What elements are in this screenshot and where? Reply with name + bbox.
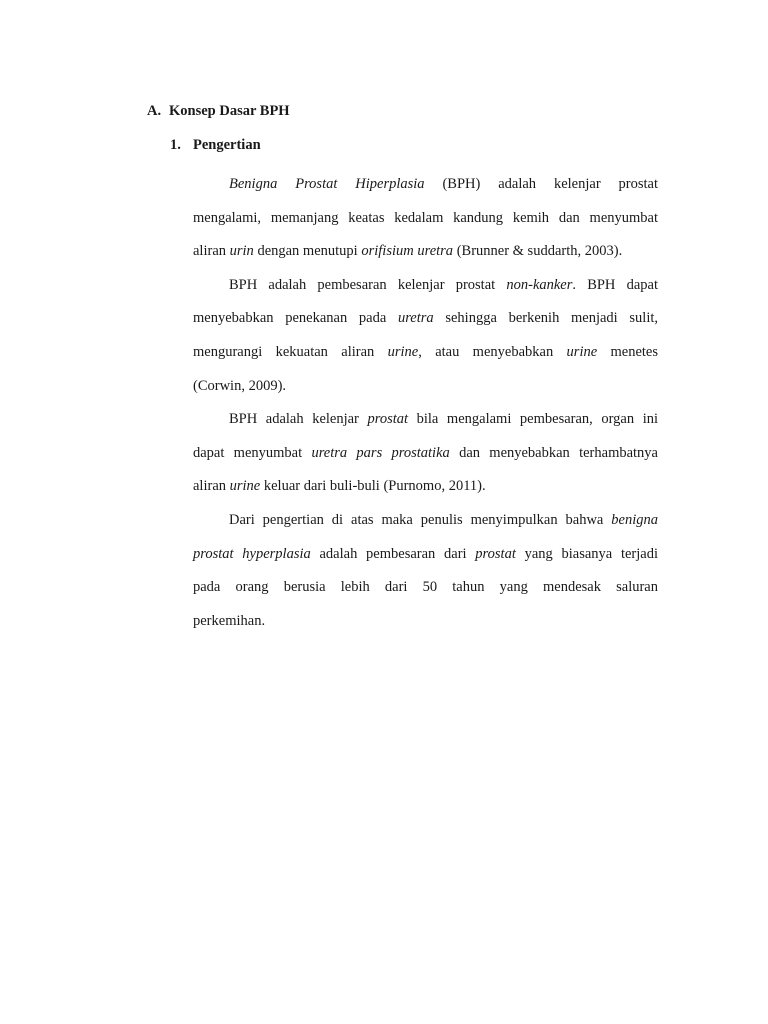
- italic-term: urine: [387, 343, 419, 360]
- italic-term: uretra: [397, 310, 434, 327]
- italic-term: prostat: [367, 411, 409, 428]
- text-run: menyebabkan penekanan pada: [193, 310, 398, 327]
- italic-term: urine: [566, 343, 598, 360]
- subsection-label: 1.: [170, 137, 181, 153]
- paragraph-line: [193, 504, 658, 538]
- text-run: dengan menutupi: [253, 243, 362, 260]
- italic-term: urine: [229, 478, 261, 495]
- text-run: pada orang berusia lebih dari 50 tahun yang mendesak saluran: [193, 579, 658, 596]
- paragraph-line: [193, 571, 658, 605]
- paragraph-line: [193, 437, 658, 471]
- italic-term: non-kanker: [506, 276, 573, 293]
- text-run: adalah pembesaran dari: [310, 545, 476, 562]
- paragraph-line: [193, 470, 658, 504]
- italic-term: prostat hyperplasia: [193, 545, 311, 562]
- text-run: dan menyebabkan terhambatnya: [449, 444, 658, 461]
- subsection-heading: [170, 137, 261, 154]
- italic-term: orifisium uretra: [361, 243, 454, 260]
- text-run: mengurangi kekuatan aliran: [193, 343, 388, 360]
- section-label: A.: [147, 103, 162, 119]
- paragraph-line: [193, 235, 658, 269]
- text-run: BPH adalah kelenjar: [229, 411, 368, 428]
- paragraph-line: [193, 202, 658, 236]
- paragraph-line: [193, 336, 658, 370]
- body-text: [193, 168, 658, 638]
- section-heading: [147, 103, 290, 120]
- paragraph-line: [193, 302, 658, 336]
- paragraph-line: [193, 403, 658, 437]
- text-run: (Corwin, 2009).: [193, 377, 287, 394]
- text-run: keluar dari buli-buli (Purnomo, 2011).: [260, 478, 486, 495]
- italic-term: Benigna Prostat Hiperplasia: [229, 176, 425, 192]
- paragraph-1: [193, 168, 658, 269]
- italic-term: urin: [229, 243, 254, 260]
- paragraph-3: [193, 403, 658, 504]
- italic-term: uretra pars prostatika: [311, 444, 450, 461]
- text-run: aliran: [193, 243, 230, 260]
- text-run: bila mengalami pembesaran, organ ini: [408, 411, 658, 428]
- text-run: aliran: [193, 478, 230, 495]
- paragraph-4: [193, 504, 658, 638]
- text-run: mengalami, memanjang keatas kedalam kandung kemih dan menyumbat: [193, 209, 658, 226]
- subsection-title: Pengertian: [193, 137, 261, 153]
- paragraph-line: [193, 538, 658, 572]
- text-run: . BPH dapat: [572, 276, 658, 293]
- text-run: perkemihan.: [193, 612, 266, 629]
- text-run: sehingga berkenih menjadi sulit,: [433, 310, 658, 327]
- paragraph-line: [193, 269, 658, 303]
- text-run: (Brunner & suddarth, 2003).: [453, 243, 623, 260]
- italic-term: benigna: [611, 511, 658, 528]
- paragraph-line: [193, 370, 658, 404]
- italic-term: prostat: [475, 545, 516, 562]
- section-title: Konsep Dasar BPH: [169, 103, 290, 119]
- text-run: BPH adalah pembesaran kelenjar prostat: [229, 276, 507, 293]
- paragraph-2: [193, 269, 658, 403]
- paragraph-line: [193, 168, 658, 202]
- text-run: yang biasanya terjadi: [515, 545, 658, 562]
- text-run: , atau menyebabkan: [418, 343, 567, 360]
- paragraph-line: [193, 605, 658, 639]
- text-run: (BPH) adalah kelenjar prostat: [424, 176, 659, 192]
- text-run: dapat menyumbat: [193, 444, 312, 461]
- text-run: Dari pengertian di atas maka penulis menyimpulkan bahwa: [229, 511, 612, 528]
- text-run: menetes: [597, 343, 659, 360]
